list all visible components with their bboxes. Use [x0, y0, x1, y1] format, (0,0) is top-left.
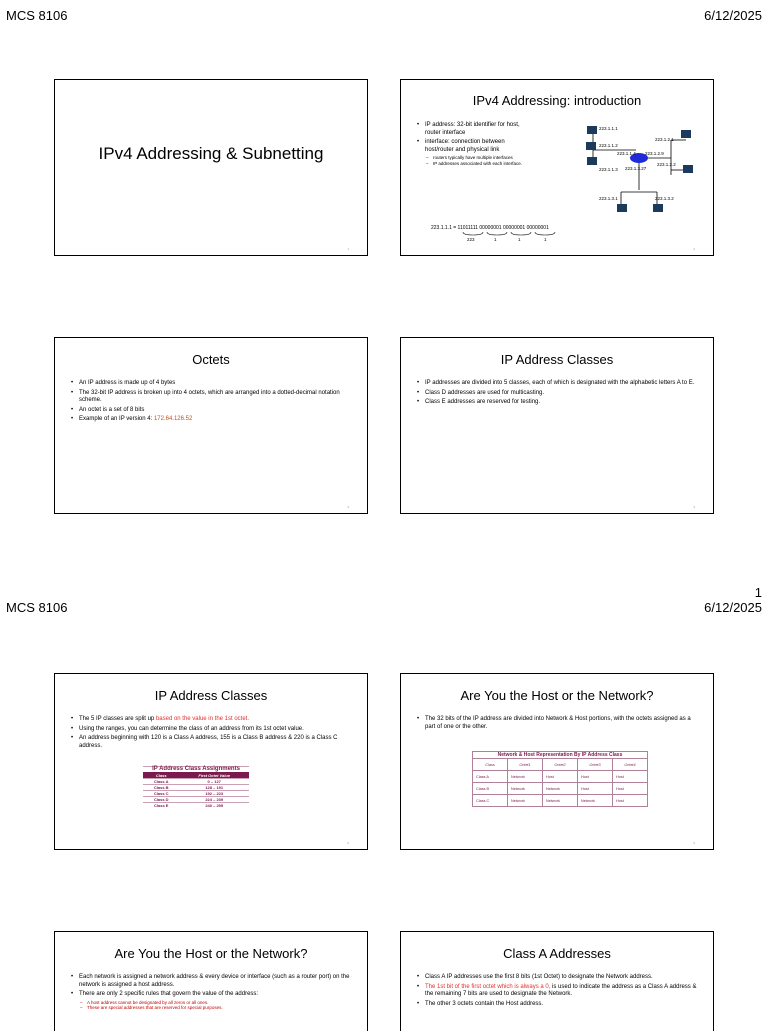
- bullet-list: [415, 974, 700, 1010]
- print-date: 6/12/2025: [704, 8, 762, 23]
- table-cell: Class A: [143, 779, 179, 785]
- bullet: • The 32 bits of the IP address are divided into Network & Host portions, with the octets assigned as a part of one or the other.: [415, 716, 700, 731]
- highlight-text: based on the value in the 1st octet.: [155, 716, 250, 722]
- sub-bullet: – IP addresses associated with each interface.: [425, 161, 535, 167]
- slide-7: [54, 931, 368, 1031]
- ip-label: 223.1.3.1: [599, 196, 618, 201]
- example-label: Example of an IP version 4:: [79, 416, 154, 422]
- slide-title: Octets: [192, 352, 230, 367]
- host-icon: [617, 204, 627, 212]
- slide-number: 2: [693, 247, 695, 251]
- example-ip: 172.64.126.52: [153, 416, 193, 422]
- class-assignment-table: [143, 766, 249, 808]
- sub-bullet-list: [425, 155, 535, 166]
- highlight-text: The 1st bit of the first octet which is always a 0,: [425, 983, 551, 990]
- slide-number: 6: [693, 841, 695, 845]
- bullet: [415, 139, 535, 166]
- column-header: Class: [473, 759, 508, 771]
- bullet-list: [415, 380, 700, 409]
- host-icon: [587, 157, 597, 165]
- group-label: 1: [518, 237, 521, 242]
- ip-label: 223.1.2.1: [655, 137, 674, 142]
- table-cell: Class E: [143, 803, 179, 809]
- table-cell: 192 – 223: [179, 791, 249, 797]
- ip-label: 223.1.3.27: [625, 166, 647, 171]
- column-header: Octet1: [508, 759, 543, 771]
- table-cell: Network: [578, 795, 613, 807]
- host-icon: [683, 165, 693, 173]
- bullet: • Class D addresses are used for multicasting.: [415, 390, 700, 398]
- host-icon: [587, 126, 597, 134]
- slide-title: Class A Addresses: [503, 946, 611, 961]
- bullet-list: [69, 974, 354, 1013]
- table-cell: Network: [543, 783, 578, 795]
- bullet-list: [69, 716, 354, 752]
- bullet-text: The 5 IP classes are split up: [79, 716, 156, 722]
- bullet: [69, 416, 354, 424]
- slide-number: 4: [693, 505, 695, 509]
- ip-label: 223.1.1.3: [599, 167, 618, 172]
- ip-label: 223.1.3.2: [655, 196, 674, 201]
- table-cell: Network: [508, 771, 543, 783]
- slide-title: IPv4 Addressing: introduction: [472, 93, 642, 108]
- column-header: Octet3: [578, 759, 613, 771]
- table-cell: Class C: [473, 795, 508, 807]
- host-icon: [586, 142, 596, 150]
- course-code: MCS 8106: [6, 600, 68, 615]
- bullet: • Class E addresses are reserved for testing.: [415, 399, 700, 407]
- bullet: • An IP address is made up of 4 bytes: [69, 380, 354, 388]
- bullet-list: [415, 716, 700, 733]
- ip-label: 223.1.1.1: [599, 126, 618, 131]
- course-code: MCS 8106: [6, 8, 68, 23]
- table-row: [473, 795, 648, 807]
- bullet-text: interface: connection between host/router and physical link: [425, 139, 505, 153]
- table-cell: Host: [613, 771, 648, 783]
- table-cell: Host: [578, 771, 613, 783]
- table-caption: Network & Host Representation By IP Address Class: [473, 752, 648, 759]
- bullet: [415, 984, 700, 999]
- table-cell: Class A: [473, 771, 508, 783]
- group-label: 1: [494, 237, 497, 242]
- bullet: [69, 991, 354, 1011]
- group-label: 223: [467, 237, 475, 242]
- slide-title: IP Address Classes: [154, 688, 268, 703]
- slide-title: IPv4 Addressing & Subnetting: [98, 144, 324, 163]
- column-header: Octet2: [543, 759, 578, 771]
- table-cell: 224 – 239: [179, 797, 249, 803]
- bullet: • IP address: 32-bit identifier for host, router interface: [415, 122, 535, 137]
- page-number: 1: [754, 585, 762, 600]
- table-cell: Network: [543, 795, 578, 807]
- table-cell: Host: [613, 795, 648, 807]
- slide-1: [54, 79, 368, 256]
- bullet: [69, 716, 354, 724]
- table-caption: IP Address Class Assignments: [143, 767, 249, 773]
- network-diagram: [581, 120, 711, 220]
- sub-bullet-list: [79, 1000, 354, 1011]
- table-cell: 128 – 191: [179, 785, 249, 791]
- table-row: [143, 803, 249, 809]
- table-header-row: [473, 759, 648, 771]
- group-label: 1: [544, 237, 547, 242]
- sub-bullet: – routers typically have multiple interfaces: [425, 155, 535, 161]
- table-cell: Class C: [143, 791, 179, 797]
- ip-label: 223.1.2.2: [657, 162, 676, 167]
- table-cell: 240 – 255: [179, 803, 249, 809]
- slide-number: 3: [347, 505, 349, 509]
- bullet: • An octet is a set of 8 bits: [69, 407, 354, 415]
- table-cell: Network: [508, 795, 543, 807]
- slide-number: 5: [347, 841, 349, 845]
- sub-bullet: – These are special addresses that are reserved for special purposes.: [79, 1005, 354, 1011]
- bullet: • Class A IP addresses use the first 8 bits (1st Octet) to designate the Network address.: [415, 974, 700, 982]
- slide-title: Are You the Host or the Network?: [460, 688, 654, 703]
- bullet: • Using the ranges, you can determine the class of an address from its 1st octet value.: [69, 726, 354, 734]
- bullet: • IP addresses are divided into 5 classes, each of which is designated with the alphabetic letters A to E.: [415, 380, 700, 388]
- bullet: • An address beginning with 120 is a Class A address, 155 is a Class B address & 220 is a Class C address.: [69, 735, 354, 750]
- bullet-list: [69, 380, 354, 426]
- sub-bullet: – A host address cannot be designated by all zeros or all ones.: [79, 1000, 354, 1006]
- table-cell: Network: [508, 783, 543, 795]
- bullet: • The other 3 octets contain the Host address.: [415, 1001, 700, 1009]
- host-icon: [653, 204, 663, 212]
- table-cell: Class D: [143, 797, 179, 803]
- table-row: [473, 783, 648, 795]
- slide-8: [400, 931, 714, 1031]
- slide-5: [54, 673, 368, 850]
- network-host-table: [472, 751, 648, 807]
- table-cell: 0 – 127: [179, 779, 249, 785]
- ip-label: 223.1.1.2: [599, 143, 618, 148]
- slide-6: [400, 673, 714, 850]
- table-cell: Host: [543, 771, 578, 783]
- slide-title: IP Address Classes: [500, 352, 614, 367]
- table-cell: Host: [578, 783, 613, 795]
- table-cell: Host: [613, 783, 648, 795]
- column-header: Octet4: [613, 759, 648, 771]
- ip-label: 223.1.2.9: [645, 151, 664, 156]
- binary-line: 223.1.1.1 = 11011111 00000001 00000001 00000001: [431, 225, 549, 231]
- column-header: First Octet Value: [179, 773, 249, 779]
- ip-label: 223.1.1.4: [617, 151, 636, 156]
- slide-title: Are You the Host or the Network?: [114, 946, 308, 961]
- print-date: 6/12/2025: [704, 600, 762, 615]
- table-cell: Class B: [143, 785, 179, 791]
- host-icon: [681, 130, 691, 138]
- table-row: [473, 771, 648, 783]
- bullet-text: is used to indicate the address as a Class A address & the remaining 7 bits are used to designate the Network.: [425, 983, 697, 997]
- table-cell: Class B: [473, 783, 508, 795]
- slide-number: 1: [347, 247, 349, 251]
- bullet-text: There are only 2 specific rules that govern the value of the address:: [79, 991, 259, 997]
- column-header: Class: [143, 773, 179, 779]
- bullet-list: [415, 122, 535, 168]
- bullet: • The 32-bit IP address is broken up into 4 octets, which are arranged into a dotted-decimal notation scheme.: [69, 390, 354, 405]
- slide-2: [400, 79, 714, 256]
- slide-3: [54, 337, 368, 514]
- bullet: • Each network is assigned a network address & every device or interface (such as a router port) on the network is assigned a host address.: [69, 974, 354, 989]
- slide-4: [400, 337, 714, 514]
